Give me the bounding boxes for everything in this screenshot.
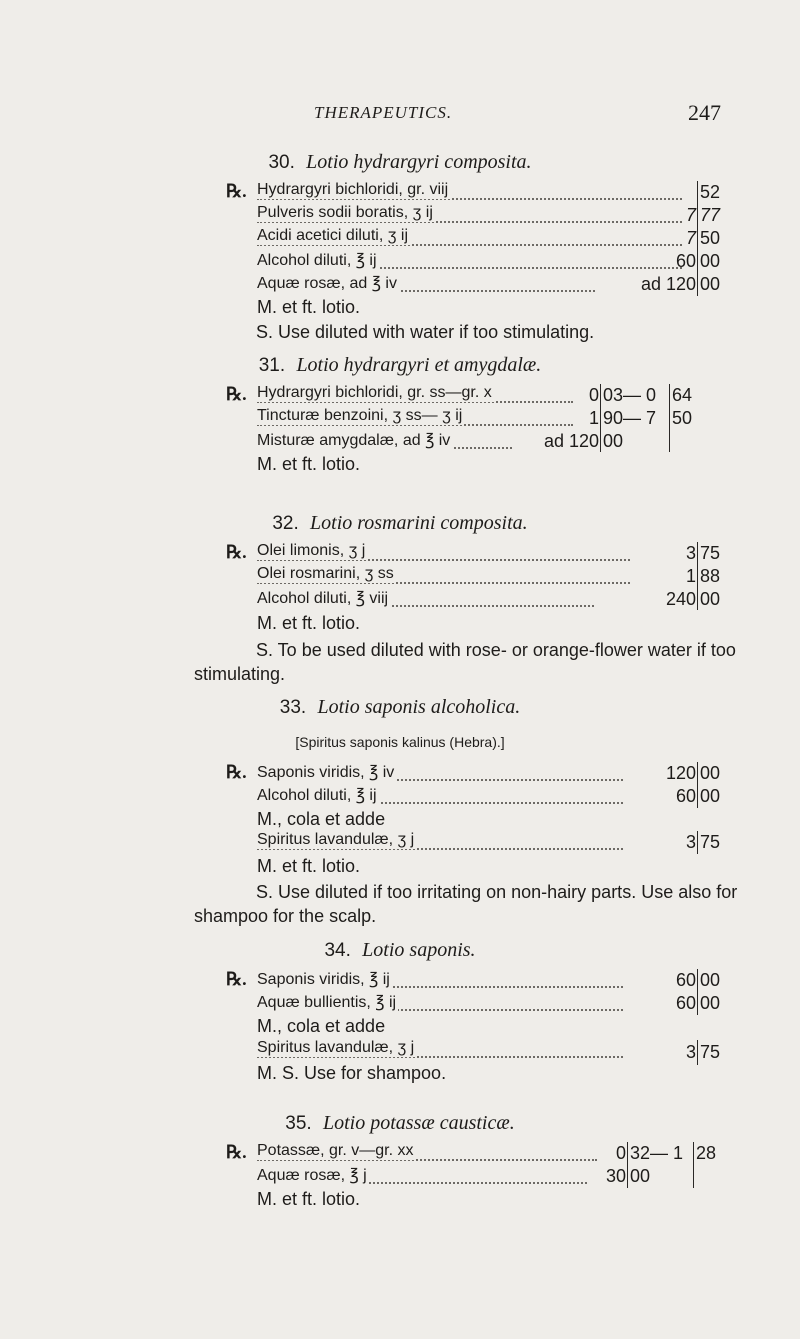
prescription-32-title: 32. Lotio rosmarini composita.: [272, 512, 528, 534]
ingredient-line: Spiritus lavandulæ, ʒ j: [257, 1039, 623, 1061]
ingredient-line: M., cola et adde: [257, 1016, 386, 1036]
ingredient-line: Alcohol diluti, ℥ ij: [257, 250, 682, 272]
prescription-33-subtitle: [Spiritus saponis kalinus (Hebra).]: [295, 734, 505, 750]
prescription-33-title: 33. Lotio saponis alcoholica.: [279, 696, 521, 718]
ingredient-line: Potassæ, gr. v—gr. xx: [257, 1142, 597, 1164]
recipe-symbol: ℞.: [226, 969, 247, 989]
column-rule: [693, 1142, 694, 1188]
ingredient-line: Saponis viridis, ℥ ij: [257, 969, 623, 991]
signa: S. To be used diluted with rose- or orange-flower water if too stimulating.: [194, 640, 736, 684]
metric-column: 0 30: [605, 1143, 626, 1186]
direction: M. S. Use for shampoo.: [257, 1063, 447, 1083]
prescription-31-title: 31. Lotio hydrargyri et amygdalæ.: [258, 354, 542, 376]
metric-column: 3 1 240: [665, 543, 696, 609]
decimal-column: 28: [696, 1143, 717, 1163]
column-rule: [697, 542, 698, 610]
decimal-column: 75 88 00: [700, 543, 721, 609]
column-rule: [697, 181, 698, 296]
metric-column: 0 1 ad 120: [543, 385, 599, 451]
ingredient-line: Aquæ rosæ, ad ℥ iv: [257, 273, 595, 295]
ingredient-line: Alcohol diluti, ℥ ij: [257, 785, 623, 807]
ingredient-line: Pulveris sodii boratis, ʒ ij: [257, 204, 682, 226]
recipe-symbol: ℞.: [226, 181, 247, 201]
signa: S. Use diluted with water if too stimulating.: [256, 322, 595, 342]
column-rule: [669, 384, 670, 452]
metric-column: 32— 1 00: [630, 1143, 684, 1186]
decimal-column: 00 00 75: [700, 763, 721, 852]
metric-column: 7 7 60 ad 120: [640, 205, 696, 294]
decimal-column: 52 77 50 00 00: [700, 182, 721, 294]
running-head: THERAPEUTICS.: [314, 103, 453, 122]
ingredient-line: Olei rosmarini, ʒ ss: [257, 565, 630, 587]
ingredient-line: Misturæ amygdalæ, ad ℥ iv: [257, 430, 512, 452]
recipe-symbol: ℞.: [226, 1142, 247, 1162]
ingredient-line: Aquæ bullientis, ℥ ij: [257, 992, 623, 1014]
metric-column: 03— 0 90— 7 00: [603, 385, 657, 451]
ingredient-line: Tincturæ benzoini, ʒ ss— ʒ ij: [257, 407, 573, 429]
direction: M. et ft. lotio.: [257, 454, 361, 474]
ingredient-line: Hydrargyri bichloridi, gr. viij: [257, 181, 682, 203]
recipe-symbol: ℞.: [226, 384, 247, 404]
signa: S. Use diluted if too irritating on non-hairy parts. Use also for shampoo for the scalp.: [194, 882, 738, 926]
ingredient-line: Alcohol diluti, ℥ viij: [257, 588, 594, 610]
column-rule: [697, 1040, 698, 1065]
ingredient-line: Aquæ rosæ, ℥ j: [257, 1165, 587, 1187]
ingredient-line: M., cola et adde: [257, 809, 386, 829]
metric-column: 60 60 3: [675, 970, 696, 1062]
prescription-34-title: 34. Lotio saponis.: [324, 939, 476, 961]
ingredient-line: Hydrargyri bichloridi, gr. ss—gr. x: [257, 384, 573, 406]
recipe-symbol: ℞.: [226, 762, 247, 782]
column-rule: [627, 1142, 628, 1188]
direction: M. et ft. lotio.: [257, 856, 361, 876]
ingredient-line: Spiritus lavandulæ, ʒ j: [257, 831, 623, 853]
direction: M. et ft. lotio.: [257, 1189, 361, 1209]
column-rule: [697, 831, 698, 854]
column-rule: [600, 384, 601, 452]
recipe-symbol: ℞.: [226, 542, 247, 562]
ingredient-line: Olei limonis, ʒ j: [257, 542, 630, 564]
page-number: 247: [688, 100, 721, 125]
prescription-30-title: 30. Lotio hydrargyri composita.: [268, 151, 532, 173]
metric-column: 120 60 3: [665, 763, 696, 852]
prescription-35-title: 35. Lotio potassæ causticæ.: [285, 1112, 515, 1134]
direction: M. et ft. lotio.: [257, 297, 361, 317]
column-rule: [697, 969, 698, 1015]
ingredient-line: Acidi acetici diluti, ʒ ij: [257, 227, 682, 249]
decimal-column: 00 00 75: [700, 970, 721, 1062]
ingredient-line: Saponis viridis, ℥ iv: [257, 762, 623, 784]
direction: M. et ft. lotio.: [257, 613, 361, 633]
decimal-column: 64 50: [672, 385, 693, 428]
column-rule: [697, 762, 698, 808]
